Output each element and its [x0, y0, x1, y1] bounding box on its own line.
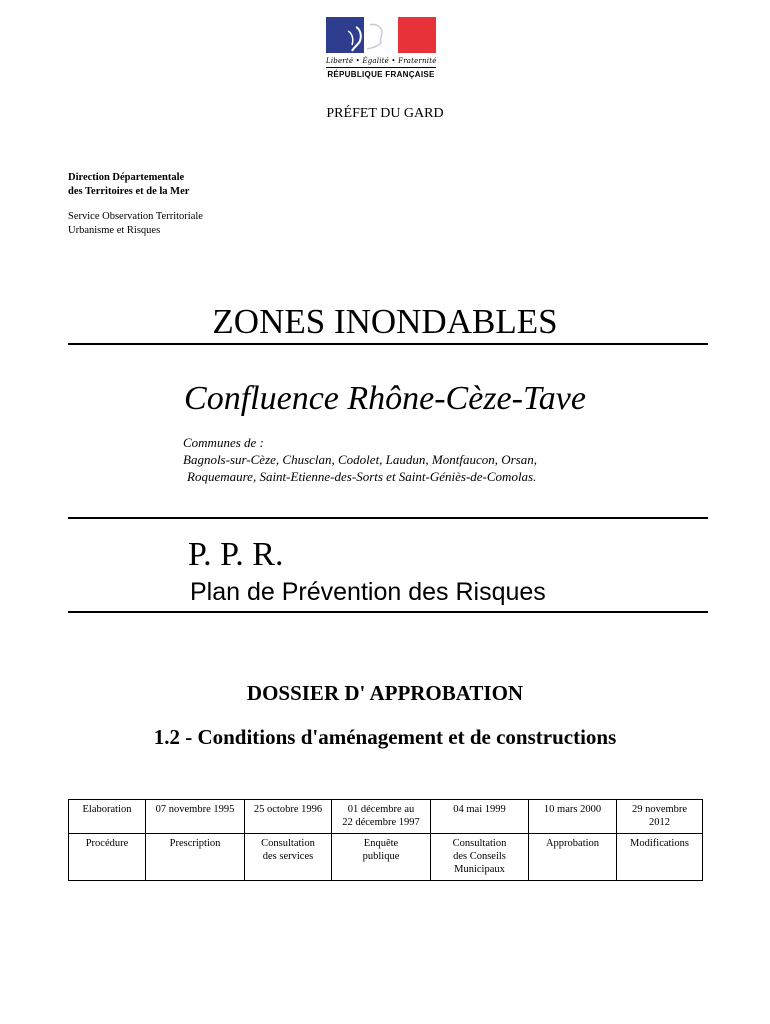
table-cell-line: 22 décembre 1997 — [342, 817, 420, 828]
table-cell-line: 2012 — [649, 817, 670, 828]
marianne-flag-icon — [326, 17, 436, 57]
table-cell-line: 25 octobre 1996 — [253, 804, 323, 815]
table-cell — [529, 800, 617, 834]
confluence-title: Confluence Rhône-Cèze-Tave — [184, 380, 586, 417]
title-rule — [68, 343, 708, 345]
table-cell — [146, 834, 245, 881]
table-cell-line: Procédure — [85, 838, 129, 849]
table-cell — [431, 834, 529, 881]
table-cell-line: 04 mai 1999 — [453, 804, 506, 815]
table-cell-line: Municipaux — [454, 864, 505, 875]
table-row-dates — [69, 800, 703, 834]
table-cell — [431, 800, 529, 834]
logo-divider — [326, 67, 436, 68]
table-cell — [617, 834, 703, 881]
table-cell-line: 10 mars 2000 — [543, 804, 602, 815]
table-cell — [69, 800, 146, 834]
republic-motto: Liberté • Égalité • Fraternité — [326, 57, 437, 65]
republique-francaise-label: RÉPUBLIQUE FRANÇAISE — [327, 70, 435, 79]
table-cell-line: Approbation — [545, 838, 600, 849]
table-cell-line: Modifications — [630, 838, 689, 849]
section-rule — [68, 517, 708, 519]
communes-line: Roquemaure, Saint-Etienne-des-Sorts et Saint-Géniès-de-Comolas. — [187, 469, 537, 484]
table-cell-line: Consultation — [261, 838, 315, 849]
table-cell — [69, 834, 146, 881]
ppr-full-name: Plan de Prévention des Risques — [190, 578, 546, 606]
table-cell-line: Consultation — [452, 838, 507, 849]
direction-block — [68, 171, 189, 199]
main-title: ZONES INONDABLES — [212, 302, 558, 341]
dossier-title: DOSSIER D' APPROBATION — [246, 681, 524, 705]
communes-line: Bagnols-sur-Cèze, Chusclan, Codolet, Laudun, Montfaucon, Orsan, — [183, 452, 537, 467]
table-cell-line: publique — [362, 851, 400, 862]
direction-line: des Territoires et de la Mer — [68, 186, 190, 197]
table-cell-line: 01 décembre au — [347, 804, 415, 815]
table-cell — [332, 800, 431, 834]
dossier-subtitle: 1.2 - Conditions d'aménagement et de constructions — [153, 725, 617, 749]
table-cell-line: 07 novembre 1995 — [155, 804, 235, 815]
table-cell-line: 29 novembre — [631, 804, 688, 815]
table-cell-line: des Conseils — [453, 851, 506, 862]
service-line: Urbanisme et Risques — [68, 225, 161, 236]
table-cell-line: Elaboration — [82, 804, 132, 815]
prefet-heading: PRÉFET DU GARD — [326, 106, 444, 121]
table-cell-line: Prescription — [169, 838, 221, 849]
table-cell — [332, 834, 431, 881]
table-row-steps — [69, 834, 703, 881]
table-cell-line: des services — [262, 851, 314, 862]
direction-line: Direction Départementale — [68, 172, 185, 183]
table-cell-line: Enquête — [363, 838, 399, 849]
table-cell — [146, 800, 245, 834]
ppr-acronym: P. P. R. — [188, 536, 284, 573]
table-cell — [245, 834, 332, 881]
service-line: Service Observation Territoriale — [68, 211, 203, 222]
ppr-rule — [68, 611, 708, 613]
procedure-table — [68, 799, 703, 881]
table-cell — [529, 834, 617, 881]
service-block — [68, 210, 203, 238]
table-cell — [245, 800, 332, 834]
communes-label: Communes de : — [183, 435, 264, 450]
communes-list — [183, 434, 537, 485]
table-cell — [617, 800, 703, 834]
